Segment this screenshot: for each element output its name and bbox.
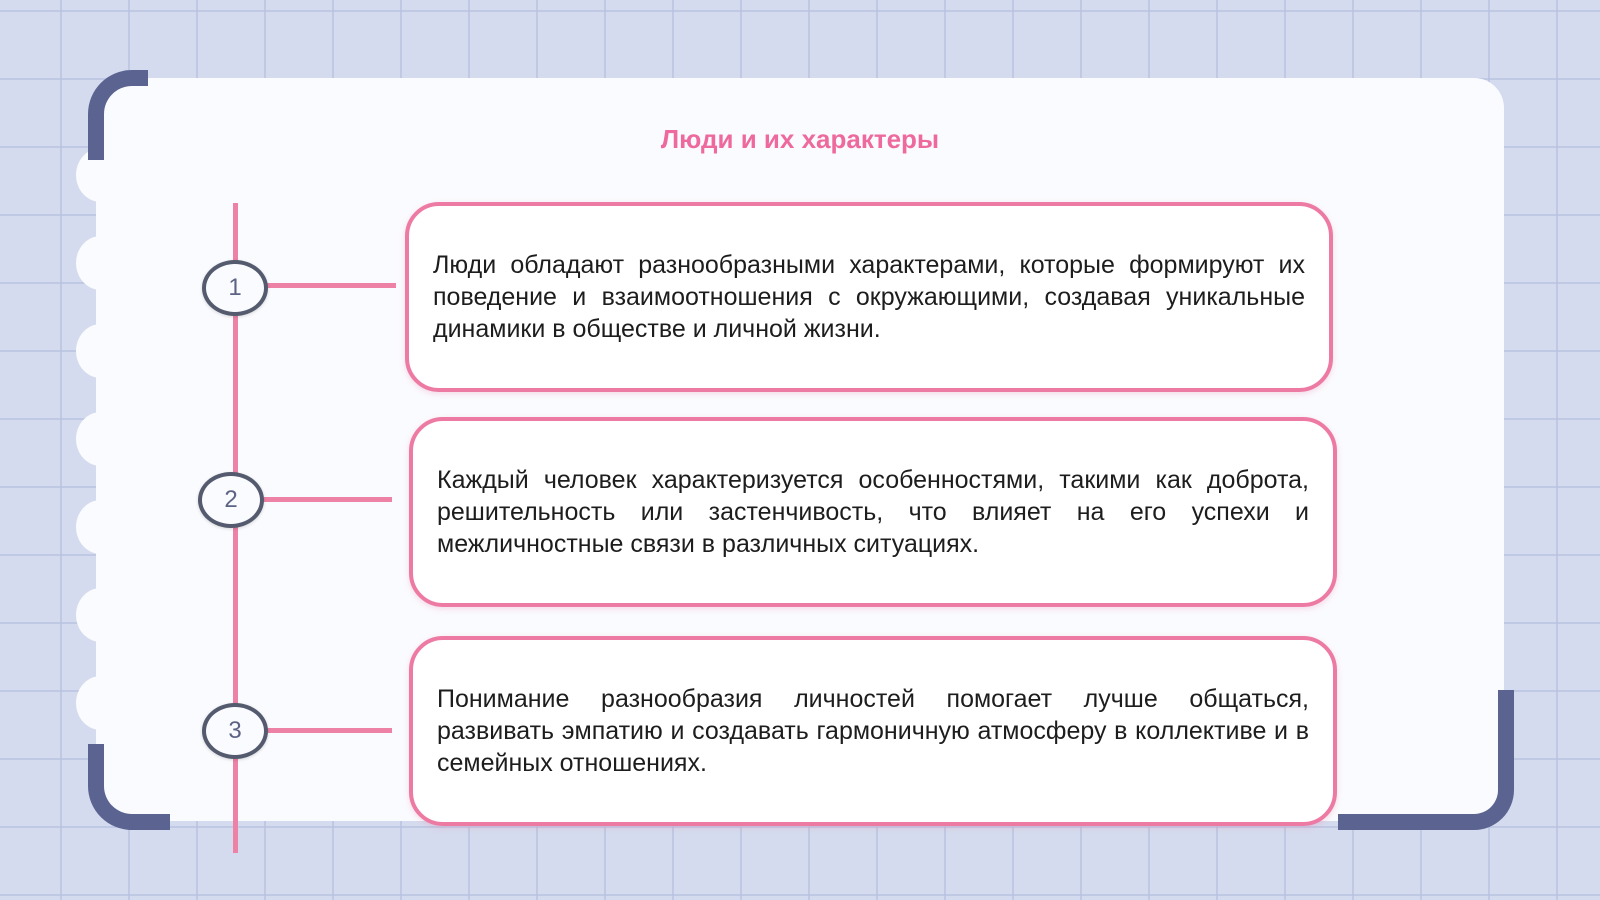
paper-edge-bump [76, 236, 126, 290]
step-connector [262, 497, 392, 502]
step-card [405, 202, 1333, 392]
step-text: Понимание разнообразия личностей помогает лучше общаться, развивать эмпатию и создавать гармоничную атмосферу в коллективе и в семейных отношениях. [437, 685, 1309, 777]
step-number: 3 [228, 717, 242, 744]
step-number-badge [202, 260, 268, 316]
paper-edge-bump [76, 676, 126, 730]
paper-edge-bump [76, 412, 126, 466]
paper-edge-bump [76, 588, 126, 642]
step-connector [266, 728, 392, 733]
step-number-badge [202, 703, 268, 759]
step-card [409, 417, 1337, 607]
step-card [409, 636, 1337, 826]
step-connector [266, 283, 396, 288]
step-number: 1 [228, 274, 242, 301]
corner-bracket-top-left [88, 70, 148, 160]
step-text: Люди обладают разнообразными характерами, которые формируют их поведение и взаимоотношения с окружающими, создавая уникальные динамики в обществе и личной жизни. [433, 251, 1305, 343]
slide-title: Люди и их характеры [660, 124, 940, 154]
paper-edge-bump [76, 500, 126, 554]
step-number-badge [198, 472, 264, 528]
step-text: Каждый человек характеризуется особенностями, такими как доброта, решительность или застенчивость, что влияет на его успехи и межличностные связи в различных ситуациях. [437, 466, 1309, 558]
corner-bracket-bottom-right [1338, 690, 1514, 830]
paper-edge-bump [76, 324, 126, 378]
corner-bracket-bottom-left [88, 744, 170, 830]
step-number: 2 [224, 486, 238, 513]
